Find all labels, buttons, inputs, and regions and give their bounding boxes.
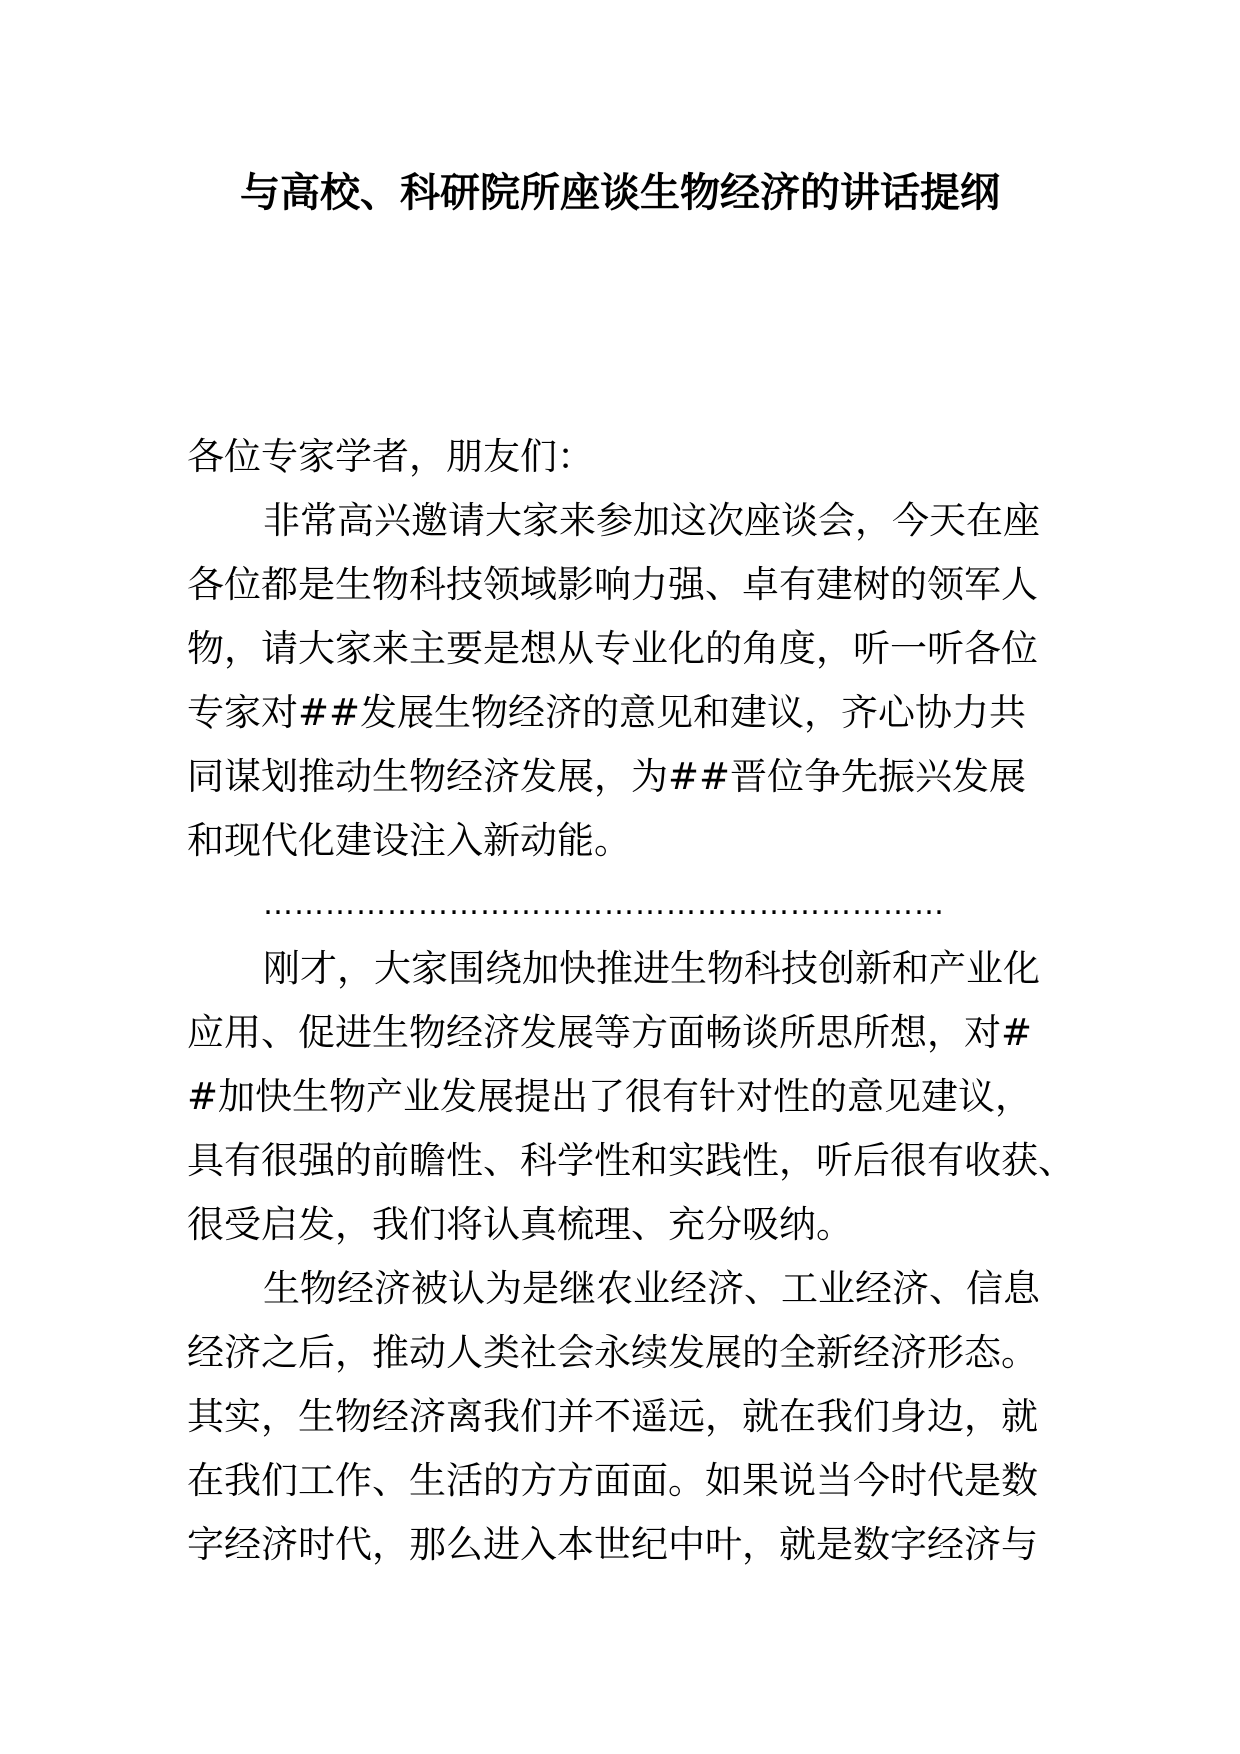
body-line: 应用、促进生物经济发展等方面畅谈所思所想，对# [187, 1011, 1033, 1054]
body-line: 同谋划推动生物经济发展，为##晋位争先振兴发展 [187, 755, 1027, 798]
body-line: 各位专家学者，朋友们： [187, 435, 594, 478]
body-line: 和现代化建设注入新动能。 [187, 819, 631, 862]
body-line: 具有很强的前瞻性、科学性和实践性，听后很有收获、 [187, 1139, 1075, 1182]
document-title: 与高校、科研院所座谈生物经济的讲话提纲 [240, 170, 1000, 216]
body-line: 各位都是生物科技领域影响力强、卓有建树的领军人 [187, 563, 1038, 606]
body-line: 专家对##发展生物经济的意见和建议，齐心协力共 [187, 691, 1027, 734]
body-line: 其实，生物经济离我们并不遥远，就在我们身边，就 [187, 1395, 1038, 1438]
body-line: #加快生物产业发展提出了很有针对性的意见建议， [187, 1075, 1033, 1118]
ellipsis-separator: ………………………………………………………… [263, 887, 945, 922]
body-line: 字经济时代，那么进入本世纪中叶，就是数字经济与 [187, 1523, 1038, 1566]
body-line: 很受启发，我们将认真梳理、充分吸纳。 [187, 1203, 853, 1246]
body-line: 经济之后，推动人类社会永续发展的全新经济形态。 [187, 1331, 1038, 1374]
body-line: 非常高兴邀请大家来参加这次座谈会，今天在座 [263, 499, 1040, 542]
body-line: 刚才，大家围绕加快推进生物科技创新和产业化 [263, 947, 1040, 990]
body-line: 生物经济被认为是继农业经济、工业经济、信息 [263, 1267, 1040, 1310]
body-line: 物，请大家来主要是想从专业化的角度，听一听各位 [187, 627, 1038, 670]
document-body [187, 425, 1075, 1577]
body-line: 在我们工作、生活的方方面面。如果说当今时代是数 [187, 1459, 1038, 1502]
